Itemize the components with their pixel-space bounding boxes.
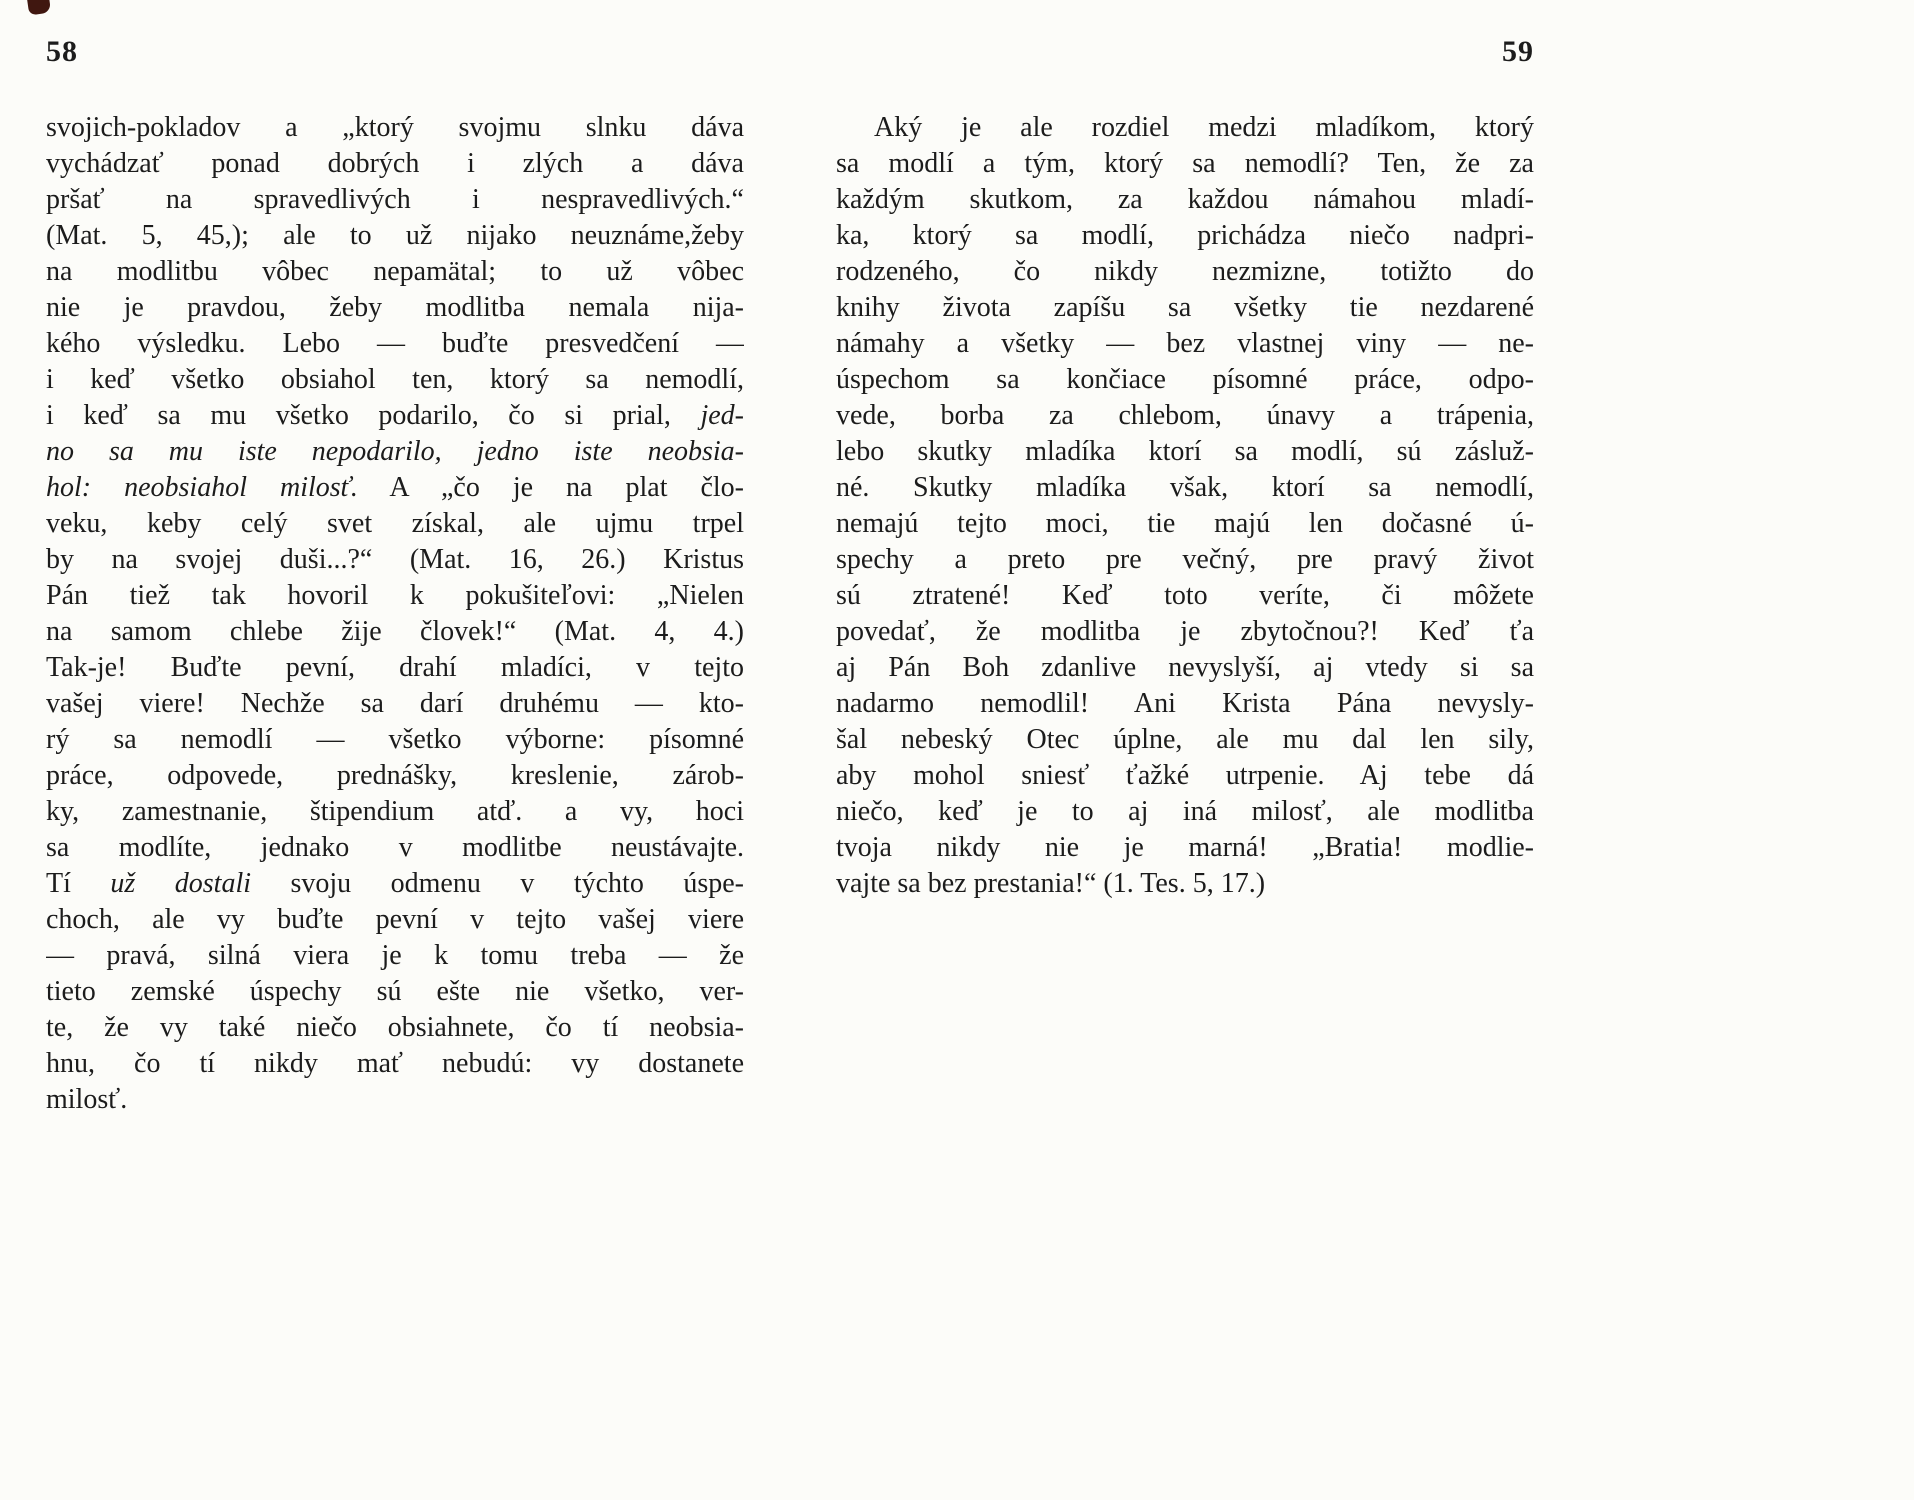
body-text: Tí [46, 868, 111, 899]
body-text: né. Skutky mladíka však, ktorí sa nemodlí, [836, 472, 1534, 503]
text-line [46, 902, 744, 938]
body-text: by na svojej duši...?“ (Mat. 16, 26.) Kristus [46, 544, 744, 575]
body-text: úspechom sa končiace písomné práce, odpo- [836, 364, 1534, 395]
text-line [836, 218, 1534, 254]
body-text: námahy a všetky — bez vlastnej viny — ne- [836, 328, 1534, 359]
text-line [836, 326, 1534, 362]
text-line [836, 146, 1534, 182]
page-number-right: 59 [1502, 35, 1534, 68]
text-line [836, 578, 1534, 614]
text-line [46, 398, 744, 434]
body-text: povedať, že modlitba je zbytočnou?! Keď ťa [836, 616, 1534, 647]
body-text: niečo, keď je to aj iná milosť, ale modlitba [836, 796, 1534, 827]
body-text: rodzeného, čo nikdy nezmizne, totižto do [836, 256, 1534, 287]
body-text: Aký je ale rozdiel medzi mladíkom, ktorý [874, 112, 1534, 143]
page-59 [836, 34, 1534, 902]
body-text: Tak-je! Buďte pevní, drahí mladíci, v tejto [46, 652, 744, 683]
text-line [836, 794, 1534, 830]
body-text: svoju odmenu v týchto úspe- [251, 868, 744, 899]
text-line [46, 290, 744, 326]
body-text: ka, ktorý sa modlí, prichádza niečo nadpri- [836, 220, 1534, 251]
body-text: vajte sa bez prestania!“ (1. Tes. 5, 17.) [836, 868, 1266, 899]
text-line [46, 722, 744, 758]
text-line [46, 830, 744, 866]
text-line [836, 182, 1534, 218]
body-text: aj Pán Boh zdanlive nevyslyší, aj vtedy si sa [836, 652, 1534, 683]
text-line [46, 794, 744, 830]
body-text: i keď sa mu všetko podarilo, čo si prial, [46, 400, 701, 431]
text-line [836, 650, 1534, 686]
text-line [46, 218, 744, 254]
text-line [46, 578, 744, 614]
text-line [836, 758, 1534, 794]
text-line [46, 362, 744, 398]
text-line [46, 938, 744, 974]
body-text: pršať na spravedlivých i nespravedlivých.“ [46, 184, 744, 215]
italic-text: hol: neobsiahol milosť. [46, 472, 358, 503]
italic-text: jed- [700, 400, 744, 431]
body-text: nie je pravdou, žeby modlitba nemala nija- [46, 292, 744, 323]
body-text: nemajú tejto moci, tie majú len dočasné ú- [836, 508, 1534, 539]
body-text: te, že vy také niečo obsiahnete, čo tí neobsia- [46, 1012, 744, 1043]
text-line [836, 686, 1534, 722]
body-text: (Mat. 5, 45,); ale to už nijako neuznáme,žeby [46, 220, 744, 251]
text-line [46, 146, 744, 182]
text-line [836, 614, 1534, 650]
text-line [836, 866, 1534, 902]
body-text: vychádzať ponad dobrých i zlých a dáva [46, 148, 744, 179]
text-line [836, 110, 1534, 146]
body-text: sa modlíte, jednako v modlitbe neustávajte. [46, 832, 744, 863]
text-line [46, 254, 744, 290]
body-text: nadarmo nemodlil! Ani Krista Pána nevysly- [836, 688, 1534, 719]
body-text: i keď všetko obsiahol ten, ktorý sa nemodlí, [46, 364, 744, 395]
text-line [46, 542, 744, 578]
text-line [836, 362, 1534, 398]
body-text: na samom chlebe žije človek!“ (Mat. 4, 4.) [46, 616, 744, 647]
body-text: na modlitbu vôbec nepamätal; to už vôbec [46, 256, 744, 287]
text-line [46, 506, 744, 542]
body-text: sa modlí a tým, ktorý sa nemodlí? Ten, že za [836, 148, 1534, 179]
body-text: vašej viere! Nechže sa darí druhému — kto- [46, 688, 744, 719]
text-line [46, 758, 744, 794]
text-line [836, 830, 1534, 866]
page-59-text [836, 110, 1534, 902]
body-text: milosť. [46, 1084, 128, 1115]
text-line [836, 542, 1534, 578]
body-text: aby mohol sniesť ťažké utrpenie. Aj tebe dá [836, 760, 1534, 791]
body-text: Pán tiež tak hovoril k pokušiteľovi: „Nielen [46, 580, 744, 611]
text-line [46, 110, 744, 146]
body-text: choch, ale vy buďte pevní v tejto vašej viere [46, 904, 744, 935]
text-line [46, 614, 744, 650]
body-text: práce, odpovede, prednášky, kreslenie, zárob- [46, 760, 744, 791]
scan-artifact [27, 0, 51, 15]
italic-text: no sa mu iste nepodarilo, jedno iste neobsia- [46, 436, 744, 467]
text-line [46, 650, 744, 686]
text-line [836, 722, 1534, 758]
text-line [836, 290, 1534, 326]
text-line [836, 254, 1534, 290]
text-line [46, 866, 744, 902]
body-text: šal nebeský Otec úplne, ale mu dal len sily, [836, 724, 1534, 755]
body-text: svojich-pokladov a „ktorý svojmu slnku dáva [46, 112, 744, 143]
body-text: A „čo je na plat člo- [357, 472, 744, 503]
text-line [46, 1010, 744, 1046]
body-text: kého výsledku. Lebo — buďte presvedčení — [46, 328, 744, 359]
text-line [836, 470, 1534, 506]
body-text: knihy života zapíšu sa všetky tie nezdarené [836, 292, 1534, 323]
text-line [836, 506, 1534, 542]
page-58 [46, 34, 744, 1118]
page-number-left: 58 [46, 35, 78, 68]
body-text: sú ztratené! Keď toto veríte, či môžete [836, 580, 1534, 611]
page-58-text [46, 110, 744, 1118]
text-line [46, 182, 744, 218]
body-text: každým skutkom, za každou námahou mladí- [836, 184, 1534, 215]
body-text: — pravá, silná viera je k tomu treba — že [46, 940, 744, 971]
body-text: hnu, čo tí nikdy mať nebudú: vy dostanete [46, 1048, 744, 1079]
text-line [46, 470, 744, 506]
text-line [836, 398, 1534, 434]
text-line [46, 974, 744, 1010]
text-line [46, 686, 744, 722]
body-text: tvoja nikdy nie je marná! „Bratia! modlie- [836, 832, 1534, 863]
body-text: spechy a preto pre večný, pre pravý život [836, 544, 1534, 575]
text-line [46, 326, 744, 362]
body-text: tieto zemské úspechy sú ešte nie všetko, ver- [46, 976, 744, 1007]
body-text: vede, borba za chlebom, únavy a trápenia, [836, 400, 1534, 431]
body-text: ky, zamestnanie, štipendium atď. a vy, hoci [46, 796, 744, 827]
text-line [46, 434, 744, 470]
body-text: veku, keby celý svet získal, ale ujmu trpel [46, 508, 744, 539]
italic-text: už dostali [110, 868, 251, 899]
text-line [46, 1046, 744, 1082]
text-line [46, 1082, 744, 1118]
body-text: lebo skutky mladíka ktorí sa modlí, sú zásluž- [836, 436, 1534, 467]
body-text: rý sa nemodlí — všetko výborne: písomné [46, 724, 744, 755]
text-line [836, 434, 1534, 470]
